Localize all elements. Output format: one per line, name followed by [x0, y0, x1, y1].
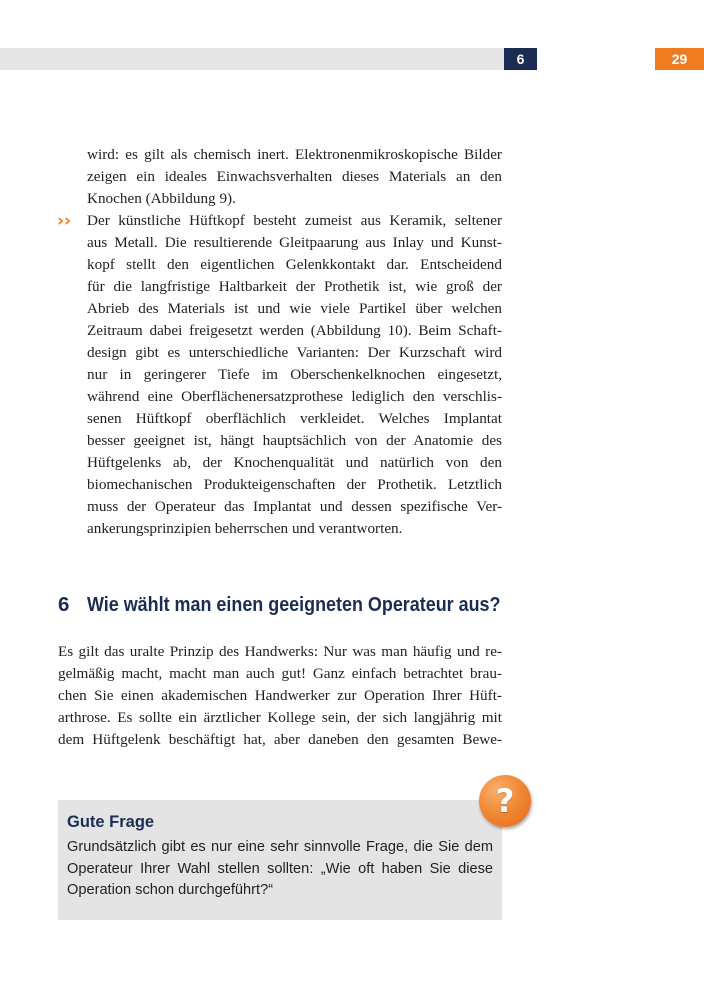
chapter-number-badge: 6 [504, 48, 537, 70]
text-line: chen Sie einen akademischen Handwerker zur Operation Ihrer Hüft- [58, 687, 502, 704]
text-line: Operation schon durchgeführt?“ [67, 882, 274, 898]
text-line: für die langfristige Haltbarkeit der Prothetik ist, wie groß der [87, 278, 502, 295]
text-line: Abrieb des Materials ist und wie viele Partikel über welchen [87, 300, 502, 317]
text-line: nur in geringerer Tiefe im Oberschenkelknochen eingesetzt, [87, 366, 502, 383]
info-box [58, 800, 502, 920]
text-line: Operateur Ihrer Wahl stellen sollten: „Wie oft haben Sie diese [67, 860, 493, 877]
text-line: dem Hüftgelenk beschäftigt hat, aber daneben den gesamten Bewe- [58, 731, 502, 748]
section-paragraph [58, 641, 502, 751]
text-line: kopf stellt den eigentlichen Gelenkkontakt dar. Entscheidend [87, 256, 502, 273]
text-line: senen Hüftkopf oberflächlich verkleidet. Welches Implantat [87, 410, 502, 427]
text-line: während eine Oberflächenersatzprothese lediglich den verschlis- [87, 388, 502, 405]
info-box-title: Gute Frage [67, 813, 155, 831]
text-line: aus Metall. Die resultierende Gleitpaarung aus Inlay und Kunst- [87, 234, 502, 251]
text-line: gelmäßig macht, macht man auch gut! Ganz einfach betrachtet brau- [58, 665, 502, 682]
text-line: wird: es gilt als chemisch inert. Elektronenmikroskopische Bilder [87, 146, 502, 163]
question-mark-icon: ? [479, 775, 531, 827]
section-number: 6 [58, 593, 70, 616]
bullet-list-text [87, 144, 502, 540]
text-line: Knochen (Abbildung 9). [87, 190, 236, 207]
header-bar [0, 48, 504, 70]
text-line: design gibt es unterschiedliche Varianten: Der Kurzschaft wird [87, 344, 502, 361]
text-line: Es gilt das uralte Prinzip des Handwerks: Nur was man häufig und re- [58, 643, 502, 660]
text-line: ankerungsprinzipien beherrschen und verantworten. [87, 520, 403, 537]
text-line: Grundsätzlich gibt es nur eine sehr sinnvolle Frage, die Sie dem [67, 839, 493, 855]
page-number-badge: 29 [655, 48, 704, 70]
text-line: muss der Operateur das Implantat und dessen spezifische Ver- [87, 498, 502, 515]
text-line: Zeitraum dabei freigesetzt werden (Abbildung 10). Beim Schaft- [87, 322, 502, 339]
bullet-marker-icon: ›› [57, 211, 72, 231]
text-line: Hüftgelenks ab, der Knochenqualität und natürlich von den [87, 454, 502, 471]
text-line: Der künstliche Hüftkopf besteht zumeist aus Keramik, seltener [87, 212, 502, 229]
text-line: arthrose. Es sollte ein ärztlicher Kollege sein, der sich langjährig mit [58, 709, 502, 726]
text-line: biomechanischen Produkteigenschaften der Prothetik. Letztlich [87, 476, 502, 493]
section-title: Wie wählt man einen geeigneten Operateur aus? [87, 593, 501, 616]
text-line: besser geeignet ist, hängt hauptsächlich von der Anatomie des [87, 432, 502, 449]
info-box-text [67, 837, 493, 902]
text-line: zeigen ein ideales Einwachsverhalten dieses Materials an den [87, 168, 502, 185]
